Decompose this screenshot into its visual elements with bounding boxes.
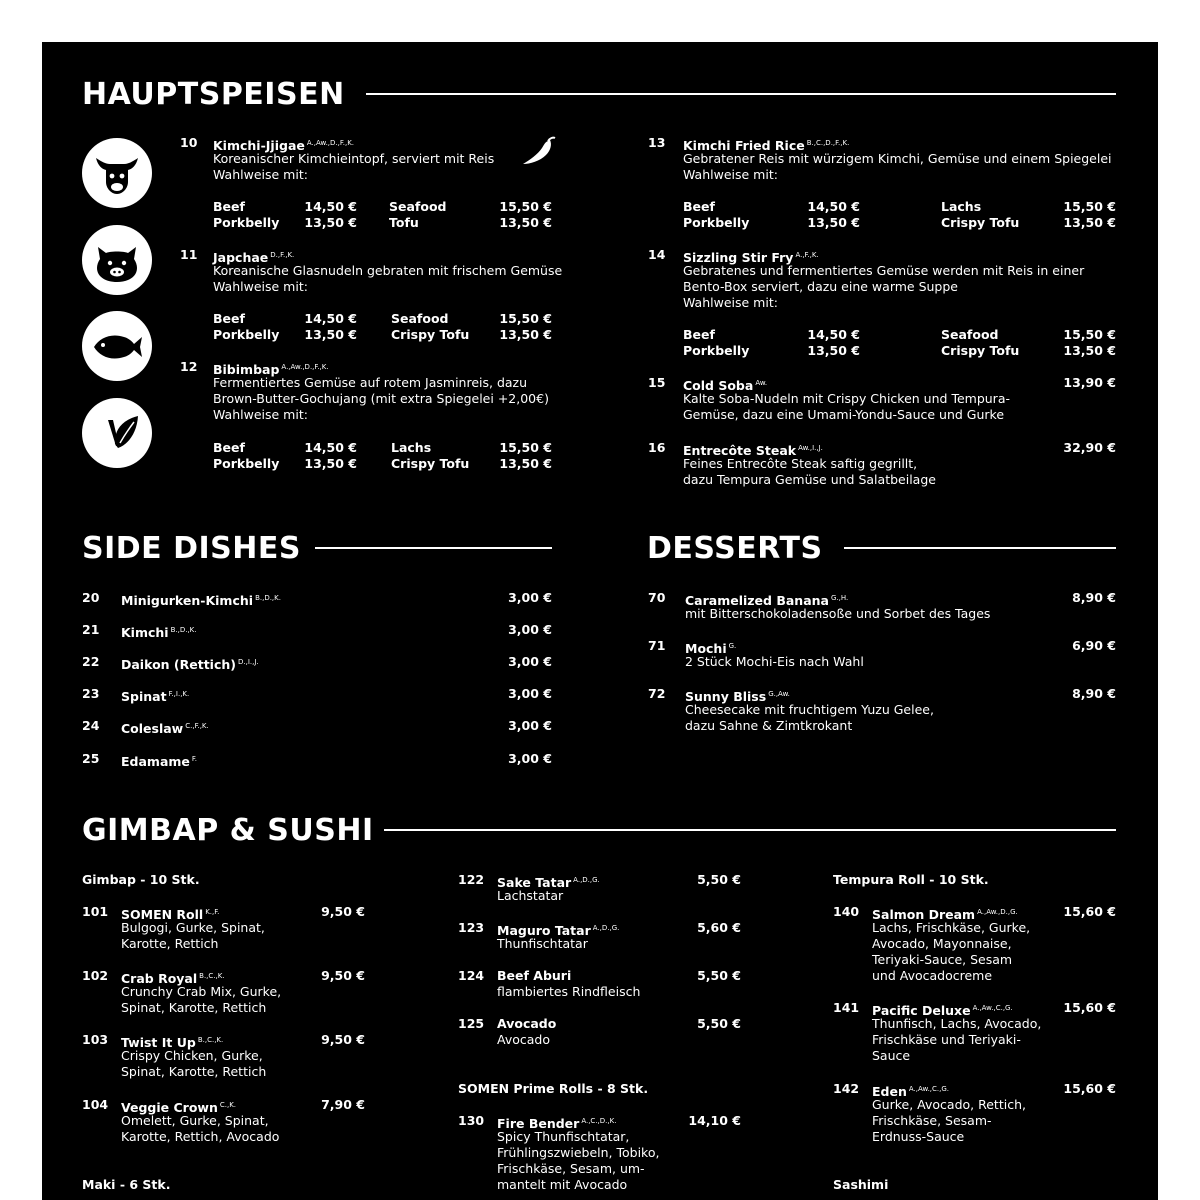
- subsection-heading: SOMEN Prime Rolls - 8 Stk.: [458, 1081, 649, 1096]
- item-description: Karotte, Rettich, Avocado: [121, 1129, 280, 1144]
- option-price: 13,50 €: [304, 327, 357, 342]
- item-number: 101: [82, 904, 109, 919]
- option-price: 14,50 €: [304, 440, 357, 455]
- item-name: Cold Soba $^{Aw.}$: [683, 378, 768, 393]
- item-name: Sake Tatar $^{A.,D.,G.}$: [497, 875, 600, 890]
- item-name: Beef Aburi: [497, 968, 572, 983]
- item-description: Gemüse, dazu eine Umami-Yondu-Sauce und Gurke: [683, 407, 1005, 422]
- item-name: Maguro Tatar $^{A.,D.,G.}$: [497, 923, 620, 938]
- item-description: Feines Entrecôte Steak saftig gegrillt,: [683, 456, 918, 471]
- item-price: 8,90 €: [1072, 686, 1116, 701]
- item-description: Lachstatar: [497, 888, 564, 903]
- section-title-desserts: DESSERTS: [647, 531, 823, 566]
- item-price: 3,00 €: [508, 751, 552, 766]
- section-rule: [315, 547, 552, 549]
- section-title-side-dishes: SIDE DISHES: [82, 531, 301, 566]
- option-name: Crispy Tofu: [391, 456, 470, 471]
- wahlweise-label: Wahlweise mit:: [213, 279, 308, 294]
- item-description: Frischkäse und Teriyaki-: [872, 1032, 1021, 1047]
- item-description: Thunfisch, Lachs, Avocado,: [872, 1016, 1042, 1031]
- option-price: 15,50 €: [499, 199, 552, 214]
- item-name: Kimchi $^{B.,D.,K.}$: [121, 625, 197, 640]
- item-name: Crab Royal $^{B.,C.,K.}$: [121, 971, 225, 986]
- item-number: 103: [82, 1032, 109, 1047]
- item-name: Twist It Up $^{B.,C.,K.}$: [121, 1035, 224, 1050]
- item-description: Gebratenes und fermentiertes Gemüse werden mit Reis in einer: [683, 263, 1085, 278]
- item-description: Koreanische Glasnudeln gebraten mit frischem Gemüse: [213, 263, 563, 278]
- item-description: 2 Stück Mochi-Eis nach Wahl: [685, 654, 864, 669]
- item-name: Entrecôte Steak $^{Aw.,I.,J.}$: [683, 443, 823, 458]
- option-price: 13,50 €: [1063, 215, 1116, 230]
- item-number: 24: [82, 718, 100, 733]
- subsection-heading: Sashimi: [833, 1177, 889, 1192]
- option-name: Porkbelly: [213, 456, 280, 471]
- item-number: 23: [82, 686, 100, 701]
- option-name: Beef: [683, 199, 715, 214]
- item-price: 9,50 €: [321, 904, 365, 919]
- option-price: 13,50 €: [499, 327, 552, 342]
- item-description: Fermentiertes Gemüse auf rotem Jasminreis, dazu: [213, 375, 528, 390]
- section-title-hauptspeisen: HAUPTSPEISEN: [82, 77, 345, 112]
- item-number: 104: [82, 1097, 109, 1112]
- option-price: 15,50 €: [1063, 199, 1116, 214]
- item-number: 25: [82, 751, 100, 766]
- item-name: Minigurken-Kimchi $^{B.,D.,K.}$: [121, 593, 281, 608]
- item-price: 5,50 €: [697, 872, 741, 887]
- item-name: Fire Bender $^{A.,C.,D.,K.}$: [497, 1116, 617, 1131]
- item-name: Kimchi-Jjigae $^{A.,Aw.,D.,F.,K.}$: [213, 138, 355, 153]
- item-description: Crispy Chicken, Gurke,: [121, 1048, 263, 1063]
- item-description: Frühlingszwiebeln, Tobiko,: [497, 1145, 660, 1160]
- option-price: 14,50 €: [304, 311, 357, 326]
- item-description: Bulgogi, Gurke, Spinat,: [121, 920, 265, 935]
- item-number: 124: [458, 968, 485, 983]
- item-description: dazu Tempura Gemüse und Salatbeilage: [683, 472, 936, 487]
- item-price: 15,60 €: [1063, 1000, 1116, 1015]
- item-description: Erdnuss-Sauce: [872, 1129, 965, 1144]
- item-price: 8,90 €: [1072, 590, 1116, 605]
- option-name: Beef: [213, 311, 245, 326]
- option-name: Seafood: [389, 199, 447, 214]
- item-number: 141: [833, 1000, 860, 1015]
- option-price: 13,50 €: [1063, 343, 1116, 358]
- item-description: Koreanischer Kimchieintopf, serviert mit Reis: [213, 151, 495, 166]
- item-number: 72: [648, 686, 666, 701]
- item-name: Salmon Dream $^{A.,Aw.,D.,G.}$: [872, 907, 1018, 922]
- item-description: Frischkäse, Sesam, um-: [497, 1161, 645, 1176]
- item-number: 130: [458, 1113, 485, 1128]
- chili-pepper-icon: [520, 136, 556, 166]
- option-price: 13,50 €: [807, 215, 860, 230]
- item-name: Avocado: [497, 1016, 557, 1031]
- option-name: Porkbelly: [683, 343, 750, 358]
- option-price: 14,50 €: [807, 199, 860, 214]
- option-name: Seafood: [391, 311, 449, 326]
- item-description: mantelt mit Avocado: [497, 1177, 628, 1192]
- item-description: Frischkäse, Sesam-: [872, 1113, 992, 1128]
- item-number: 12: [180, 359, 198, 374]
- item-number: 21: [82, 622, 100, 637]
- menu-board: [42, 42, 1158, 1200]
- item-description: Spicy Thunfischtatar,: [497, 1129, 630, 1144]
- item-price: 3,00 €: [508, 590, 552, 605]
- option-price: 13,50 €: [304, 215, 357, 230]
- item-description: Kalte Soba-Nudeln mit Crispy Chicken und Tempura-: [683, 391, 1010, 406]
- subsection-heading: Gimbap - 10 Stk.: [82, 872, 200, 887]
- vegan-leaf-icon: [82, 398, 152, 468]
- item-description: flambiertes Rindfleisch: [497, 984, 641, 999]
- item-price: 9,50 €: [321, 968, 365, 983]
- item-number: 13: [648, 135, 666, 150]
- item-number: 125: [458, 1016, 485, 1031]
- item-description: Avocado, Mayonnaise,: [872, 936, 1012, 951]
- item-description: Bento-Box serviert, dazu eine warme Suppe: [683, 279, 958, 294]
- item-description: Lachs, Frischkäse, Gurke,: [872, 920, 1031, 935]
- fish-icon: [82, 311, 152, 381]
- option-name: Porkbelly: [683, 215, 750, 230]
- item-price: 3,00 €: [508, 718, 552, 733]
- item-number: 71: [648, 638, 666, 653]
- item-description: Omelett, Gurke, Spinat,: [121, 1113, 269, 1128]
- section-rule: [366, 93, 1116, 95]
- item-number: 11: [180, 247, 198, 262]
- item-name: SOMEN Roll $^{K.,F.}$: [121, 907, 220, 922]
- cow-icon: [82, 138, 152, 208]
- item-price: 5,50 €: [697, 968, 741, 983]
- item-description: Brown-Butter-Gochujang (mit extra Spiegelei +2,00€): [213, 391, 549, 406]
- item-description: Avocado: [497, 1032, 550, 1047]
- item-price: 14,10 €: [688, 1113, 741, 1128]
- option-name: Seafood: [941, 327, 999, 342]
- item-price: 5,50 €: [697, 1016, 741, 1031]
- item-number: 16: [648, 440, 666, 455]
- wahlweise-label: Wahlweise mit:: [683, 295, 778, 310]
- option-price: 13,50 €: [304, 456, 357, 471]
- section-rule: [844, 547, 1116, 549]
- option-price: 13,50 €: [499, 456, 552, 471]
- option-price: 15,50 €: [499, 440, 552, 455]
- item-number: 20: [82, 590, 100, 605]
- item-price: 13,90 €: [1063, 375, 1116, 390]
- item-number: 15: [648, 375, 666, 390]
- item-name: Bibimbap $^{A.,Aw.,D.,F.,K.}$: [213, 362, 329, 377]
- item-description: Spinat, Karotte, Rettich: [121, 1064, 267, 1079]
- option-name: Crispy Tofu: [391, 327, 470, 342]
- item-number: 122: [458, 872, 485, 887]
- option-name: Lachs: [941, 199, 982, 214]
- pig-icon: [82, 225, 152, 295]
- item-number: 102: [82, 968, 109, 983]
- option-price: 15,50 €: [1063, 327, 1116, 342]
- wahlweise-label: Wahlweise mit:: [213, 407, 308, 422]
- option-price: 13,50 €: [499, 215, 552, 230]
- item-price: 7,90 €: [321, 1097, 365, 1112]
- item-description: Crunchy Crab Mix, Gurke,: [121, 984, 282, 999]
- item-description: Gebratener Reis mit würzigem Kimchi, Gemüse und einem Spiegelei: [683, 151, 1112, 166]
- wahlweise-label: Wahlweise mit:: [683, 167, 778, 182]
- option-name: Tofu: [389, 215, 419, 230]
- item-name: Japchae $^{D.,F.,K.}$: [213, 250, 295, 265]
- item-number: 142: [833, 1081, 860, 1096]
- subsection-heading: Tempura Roll - 10 Stk.: [833, 872, 989, 887]
- option-name: Porkbelly: [213, 215, 280, 230]
- item-description: Karotte, Rettich: [121, 936, 219, 951]
- item-number: 14: [648, 247, 666, 262]
- section-rule: [384, 829, 1116, 831]
- item-price: 15,60 €: [1063, 904, 1116, 919]
- wahlweise-label: Wahlweise mit:: [213, 167, 308, 182]
- option-price: 14,50 €: [304, 199, 357, 214]
- item-name: Kimchi Fried Rice $^{B.,C.,D.,F.,K.}$: [683, 138, 850, 153]
- item-name: Coleslaw $^{C.,F.,K.}$: [121, 721, 209, 736]
- item-number: 123: [458, 920, 485, 935]
- item-name: Pacific Deluxe $^{A.,Aw.,C.,G.}$: [872, 1003, 1013, 1018]
- item-price: 15,60 €: [1063, 1081, 1116, 1096]
- option-name: Beef: [213, 440, 245, 455]
- item-name: Spinat $^{F.,I.,K.}$: [121, 689, 190, 704]
- option-name: Crispy Tofu: [941, 215, 1020, 230]
- item-number: 70: [648, 590, 666, 605]
- item-description: Teriyaki-Sauce, Sesam: [872, 952, 1013, 967]
- item-description: Cheesecake mit fruchtigem Yuzu Gelee,: [685, 702, 934, 717]
- item-name: Veggie Crown $^{C.,K.}$: [121, 1100, 237, 1115]
- item-number: 140: [833, 904, 860, 919]
- option-name: Crispy Tofu: [941, 343, 1020, 358]
- item-number: 10: [180, 135, 198, 150]
- item-description: Spinat, Karotte, Rettich: [121, 1000, 267, 1015]
- item-description: Thunfischtatar: [497, 936, 588, 951]
- item-price: 32,90 €: [1063, 440, 1116, 455]
- item-name: Daikon (Rettich) $^{D.,I.,J.}$: [121, 657, 259, 672]
- option-name: Porkbelly: [213, 327, 280, 342]
- item-description: mit Bitterschokoladensoße und Sorbet des Tages: [685, 606, 991, 621]
- option-price: 13,50 €: [807, 343, 860, 358]
- item-price: 3,00 €: [508, 622, 552, 637]
- option-name: Beef: [683, 327, 715, 342]
- item-description: Sauce: [872, 1048, 911, 1063]
- item-number: 22: [82, 654, 100, 669]
- item-name: Mochi $^{G.}$: [685, 641, 737, 656]
- option-name: Lachs: [391, 440, 432, 455]
- option-price: 15,50 €: [499, 311, 552, 326]
- item-name: Edamame $^{F.}$: [121, 754, 198, 769]
- item-price: 3,00 €: [508, 686, 552, 701]
- item-name: Caramelized Banana $^{G.,H.}$: [685, 593, 849, 608]
- item-name: Sunny Bliss $^{G.,Aw.}$: [685, 689, 790, 704]
- item-name: Sizzling Stir Fry $^{A.,F.,K.}$: [683, 250, 819, 265]
- option-name: Beef: [213, 199, 245, 214]
- subsection-heading: Maki - 6 Stk.: [82, 1177, 171, 1192]
- item-price: 6,90 €: [1072, 638, 1116, 653]
- item-description: und Avocadocreme: [872, 968, 993, 983]
- section-title-gimbap-sushi: GIMBAP & SUSHI: [82, 813, 374, 848]
- item-price: 9,50 €: [321, 1032, 365, 1047]
- item-price: 3,00 €: [508, 654, 552, 669]
- item-description: Gurke, Avocado, Rettich,: [872, 1097, 1026, 1112]
- option-price: 14,50 €: [807, 327, 860, 342]
- item-price: 5,60 €: [697, 920, 741, 935]
- item-name: Eden $^{A.,Aw.,C.,G.}$: [872, 1084, 950, 1099]
- item-description: dazu Sahne & Zimtkrokant: [685, 718, 853, 733]
